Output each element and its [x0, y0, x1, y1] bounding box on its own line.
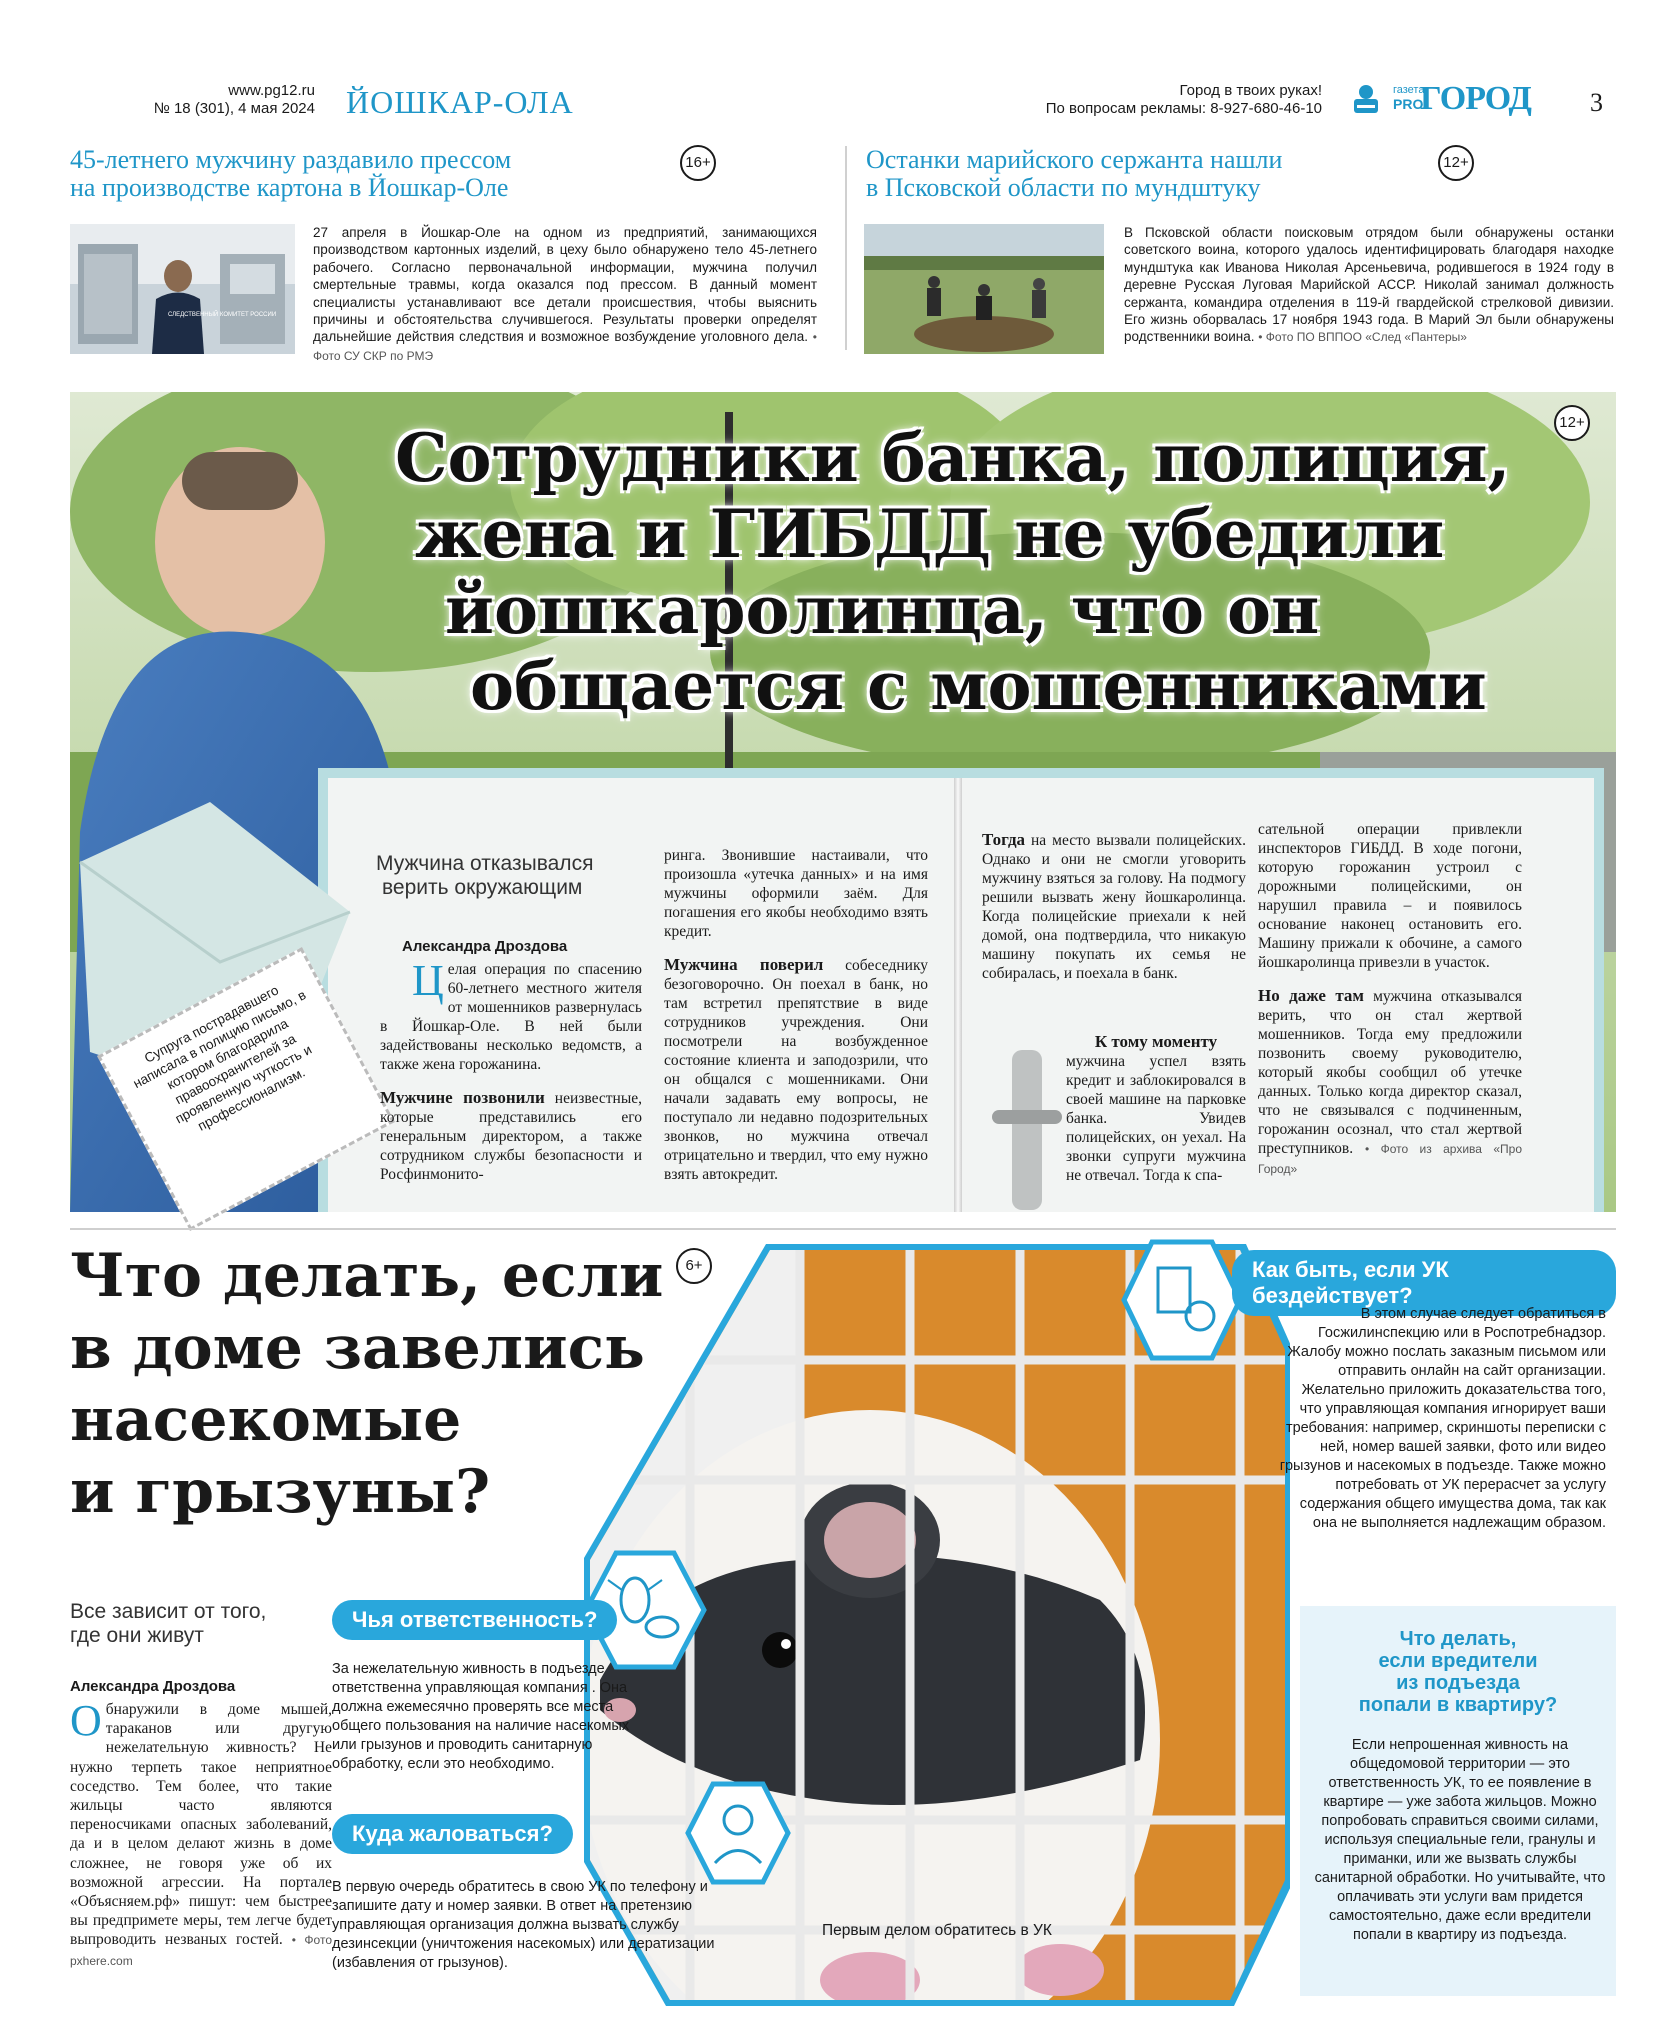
pests-photo-credit: • Фото pxhere.com	[70, 1933, 332, 1968]
main-col3: Тогда на место вызвали полицейских. Однако и они не смогли уговорить мужчину взяться за голову. На подмогу решили вызвать жену йошкаролинца. Когда полицейские приехали к ней домой, она подтвердила, что никакую машину покупать их семья не собиралась, и поехала в банк.	[982, 830, 1246, 982]
pests-lead: Обнаружили в доме мышей, тараканов или другую нежелательную живность? Не нужно терпеть такое неприятное соседство. Тем более, что такие жильцы часто являются переносчиками опасных заболеваний, да и в целом делают жизнь в доме сложнее, не говоря уже об их возможной агрессии. На портале «Объясняем.рф» пишут: чем быстрее вы предпримете меры, тем легче будет выпроводить незваных гостей. • Фото pxhere.com	[70, 1696, 332, 1968]
pests-author: Александра Дроздова	[70, 1678, 236, 1695]
ad-contact: По вопросам рекламы: 8-927-680-46-10	[1045, 100, 1322, 117]
page-number: 3	[1590, 88, 1603, 117]
news2-photo	[864, 224, 1104, 354]
book-spine	[954, 778, 962, 1212]
door-handle-icon	[992, 1050, 1062, 1210]
pests-headline: Что делать, если в доме завелись насекомые и грызуны?	[70, 1241, 664, 1527]
main-col4: сательной операции привлекли инспекторов ГИБДД. В ходе погони, которую горожанин устроил с дорожными полицейскими, он нарушил правила – и появилось основание наконец остановить его. Машину прижали к обочине, а самого йошкаролинца привезли в участок. Но даже там мужчина отказывался верить, что он стал жертвой мошенников. Тогда ему предложили позвонить своему руководителю, который якобы сообщил об утечке данных. Только когда директор сказал, что не связывался с подчиненным, горожанин осознал, что стал жертвой преступников. • Фото из архива «Про Город»	[1258, 821, 1522, 1176]
city-name: ЙОШКАР-ОЛА	[346, 84, 574, 120]
main-col2: ринга. Звонившие настаивали, что произошла «утечка данных» и на имя мужчины оформили заём. Для погашения его якобы необходимо взять кредит. Мужчина поверил собеседнику безоговорочно. Он поехал в банк, но там встретил препятствие в виде сотрудников учреждения. Они посмотрели на возбужденное состояние клиента и заподозрили, что он общался с мошенниками. Они начали задавать ему вопросы, не поступало ли недавно подозрительных звонков, но мужчина отвечал отрицательно и твердил, что ему нужно взять автокредит.	[664, 847, 929, 1183]
logo-hand-icon	[1346, 80, 1386, 120]
main-author: Александра Дроздова	[402, 938, 568, 955]
news1-text: 27 апреля в Йошкар-Оле на одном из предприятий, занимающихся производством картонных изделий, в цеху было обнаружено тело 45-летнего рабочего. Согласно первоначальной информации, мужчина получил смертельные травмы, когда оказался под прессом. В данный момент специалисты устанавливают все детали происшествия, чтобы выяснить причины и обстоятельства случившегося. Результаты проверки определят дальнейшие действия следствия и возможное возбуждение уголовного дела. • Фото СУ СКР по РМЭ	[313, 225, 817, 363]
logo-pro: PRO	[1393, 96, 1424, 112]
main-col3b: К тому моменту мужчина успел взять кредит и заблокировался в своей машине на парковке банка. Увидев полицейских, он уехал. На звонки супруги мужчина не отвечал. Тогда к спа-	[1066, 1032, 1246, 1184]
news1-photo	[70, 224, 295, 354]
pests-age-badge: 6+	[676, 1248, 712, 1284]
news1-age-badge: 16+	[680, 145, 716, 181]
complaint-icon	[1118, 1236, 1246, 1364]
main-subhead: Мужчина отказывался верить окружающим	[376, 852, 594, 899]
main-photo-credit: • Фото из архива «Про Город»	[1258, 1142, 1522, 1176]
a4-text: Если непрошенная живность на общедомовой территории — это ответственность УК, то ее появление в квартире — уже забота жильцов. Можно попробовать справиться своими силами, используя специальные гели, гранулы и приманки, или же вызвать службы санитарной обработки. Но учитывайте, что оплачивать эти услуги вам придется самостоятельно, даже если вредители попали в квартиру из подъезда.	[1314, 1737, 1606, 1943]
q2-pill: Куда жаловаться?	[332, 1814, 573, 1854]
q1-pill: Чья ответственность?	[332, 1600, 617, 1640]
logo-gorod: ГОРОД	[1420, 80, 1531, 117]
a2-text: В первую очередь обратитесь в свою УК по телефону и запишите дату и номер заявки. В ответ на претензию управляющая организация должна вызвать службу дезинсекции (уничтожения насекомых) или дератизации (избавления от грызунов).	[332, 1879, 715, 1971]
main-col1: Целая операция по спасению 60-летнего местного жителя от мошенников развернулась в Йошкар-Оле. В ней были задействованы несколько ведомств, а также жена горожанина. Мужчине позвонили неизвестные, которые представились его генеральным директором, а также сотрудником службы безопасности и Росфинмонито-	[380, 956, 643, 1183]
pests-subhead: Все зависит от того, где они живут	[70, 1600, 267, 1647]
news2-age-badge: 12+	[1438, 145, 1474, 181]
logo-small: газета	[1393, 84, 1425, 96]
exterminator-icon	[683, 1778, 793, 1888]
main-age-badge: 12+	[1554, 405, 1590, 441]
a3-text: В этом случае следует обратиться в Госжилинспекцию или в Роспотребнадзор. Жалобу можно послать заказным письмом или отправить онлайн на сайт организации. Желательно приложить доказательства того, что управляющая компания игнорирует ваши требования: например, скриншоты переписки с ней, номер вашей заявки, фото или видео грызунов и насекомых в подъезде. Также можно потребовать от УК перерасчет за услугу содержания общего имущества дома, так как она не выполняется надлежащим образом.	[1279, 1306, 1606, 1531]
site-url: www.pg12.ru	[228, 82, 315, 99]
news1-title: 45-летнего мужчину раздавило прессом на производстве картона в Йошкар-Оле	[70, 145, 512, 202]
a1-text: За нежелательную живность в подъезде ответственна управляющая компания . Она должна ежемесячно проверять все места общего пользования на наличие насекомых или грызунов и проводить санитарную обработку, если это необходимо.	[332, 1661, 630, 1772]
q4-title: Что делать, если вредители из подъезда попали в квартиру?	[1358, 1628, 1558, 1716]
header-slogan: Город в твоих руках!	[1179, 82, 1322, 99]
news-divider	[845, 146, 847, 350]
main-dropcap: Ц	[412, 956, 444, 1005]
pests-dropcap: О	[70, 1696, 102, 1745]
q3-pill: Как быть, если УК бездействует?	[1232, 1250, 1616, 1316]
stamp-note: Супруга пострадавшего написала в полицию письмо, в котором благодарила правоохранителей за проявленную чуткость и профессионализм.	[97, 947, 395, 1231]
main-headline: Сотрудники банка, полиция, жена и ГИБДД не убедили йошкаролинца, что он общается с мошенниками	[395, 419, 1511, 725]
news2-text: В Псковской области поисковым отрядом были обнаружены останки советского воина, которого удалось идентифицировать благодаря находке мундштука как Иванова Николая Арсеньевича, родившегося в 1924 году в деревне Русская Луговая Марийской АССР. Николай занимал должность сержанта, командира отделения в 119-й гвардейской стрелковой дивизии. Его жизнь оборвалась 17 ноября 1943 года. В Марий Эл были обнаружены родственники воина. • Фото ПО ВППОО «След «Пантеры»	[1124, 225, 1614, 345]
news2-photo-credit: • Фото ПО ВППОО «След «Пантеры»	[1258, 330, 1467, 345]
news2-title: Останки марийского сержанта нашли в Псковской области по мундштуку	[866, 145, 1283, 202]
vest-label: СЛЕДСТВЕННЫЙ КОМИТЕТ РОССИИ	[168, 312, 277, 318]
rat-caption: Первым делом обратитесь в УК	[822, 1922, 1052, 1939]
issue-info: № 18 (301), 4 мая 2024	[153, 100, 315, 117]
section-divider	[70, 1228, 1616, 1230]
news1-photo-credit: • Фото СУ СКР по РМЭ	[313, 330, 817, 363]
